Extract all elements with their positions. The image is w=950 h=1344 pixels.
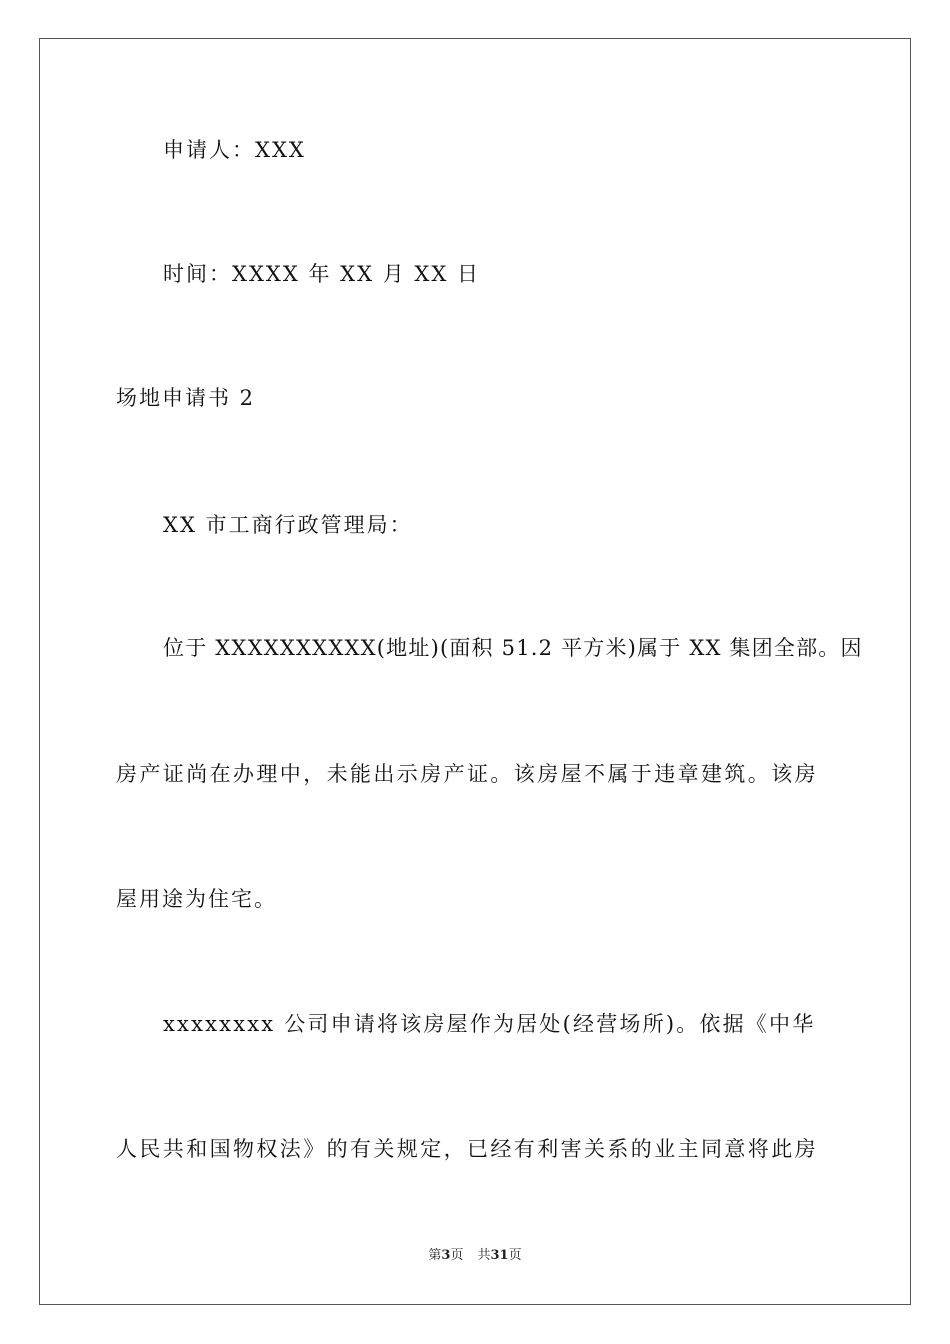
- applicant-line: 申请人：XXX: [163, 138, 306, 162]
- paragraph-1-line-2: [116, 760, 834, 788]
- paragraph-2-line-1-text: xxxxxxxx 公司申请将该房屋作为居处(经营场所)。依据《中华: [163, 1012, 816, 1036]
- page-border: [39, 38, 911, 1305]
- document-heading: 场地申请书 2: [116, 386, 256, 410]
- page-footer: [0, 1247, 950, 1265]
- addressee-line: XX 市工商行政管理局：: [163, 513, 413, 537]
- date-line: 时间：XXXX 年 XX 月 XX 日: [163, 262, 480, 286]
- footer-page-number: 3: [441, 1248, 451, 1263]
- paragraph-1-line-3: 屋用途为住宅。: [116, 887, 277, 911]
- paragraph-2-line-2-text: 人民共和国物权法》的有关规定，已经有利害关系的业主同意将此房: [116, 1137, 818, 1161]
- paragraph-2-line-2: [116, 1135, 834, 1163]
- footer-page-prefix: 第: [428, 1248, 442, 1263]
- footer-total-prefix: 共: [477, 1248, 491, 1263]
- footer-page-suffix: 页: [450, 1248, 464, 1263]
- paragraph-1-line-2-text: 房产证尚在办理中，未能出示房产证。该房屋不属于违章建筑。该房: [116, 762, 818, 786]
- paragraph-1-line-1-text: 位于 XXXXXXXXXX(地址)(面积 51.2 平方米)属于 XX 集团全部。因: [163, 636, 863, 660]
- footer-total-suffix: 页: [508, 1248, 522, 1263]
- paragraph-2-line-1: [163, 1010, 834, 1038]
- footer-total-pages: 31: [490, 1248, 509, 1263]
- paragraph-1-line-1: [163, 634, 863, 662]
